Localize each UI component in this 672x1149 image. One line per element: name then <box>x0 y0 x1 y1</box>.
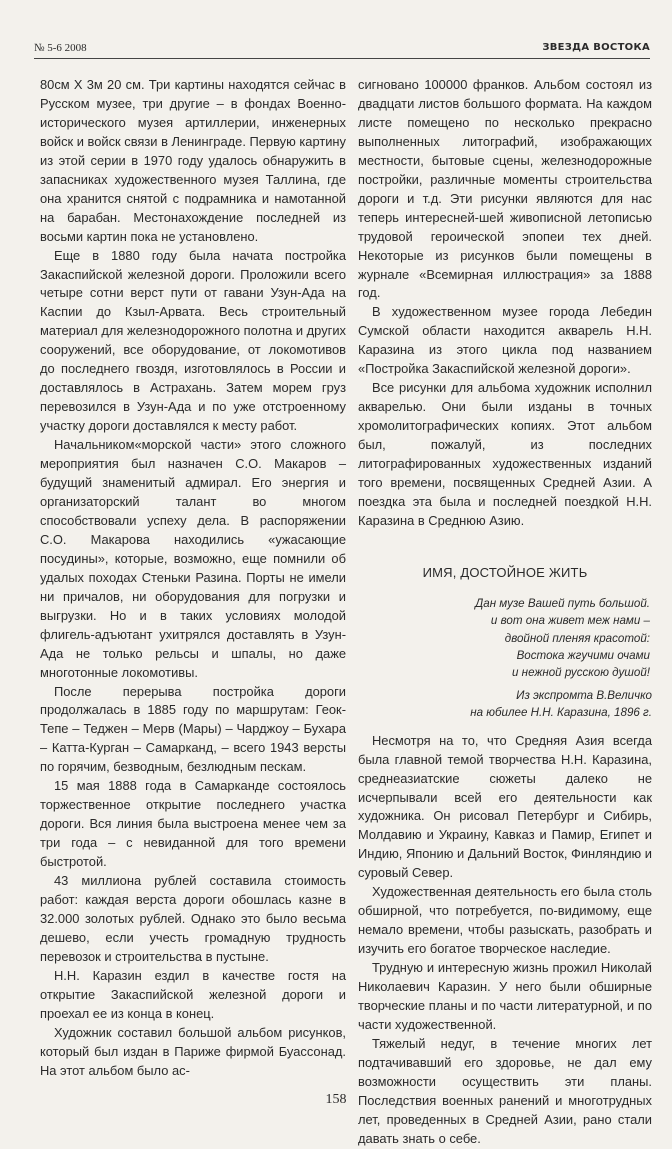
paragraph: Несмотря на то, что Средняя Азия всегда была главной темой творчества Н.Н. Каразина, среднеазиатские сюжеты далеко не исчерпывали всей его деятельности как художника. Он рисовал Петербург и Сибирь, Молдавию и Украину, Кавказ и Памир, Египет и Индию, Японию и Дальний Восток, Финляндию и суровый Север. <box>358 732 652 881</box>
issue-number: № 5-6 2008 <box>34 42 87 54</box>
paragraph: Все рисунки для альбома художник исполнил акварелью. Они были изданы в точных хромолитографических копиях. Этот альбом был, пожалуй, из последних литографированных художественных изданий того времени, посвященных Средней Азии. А поездка эта была и последней поездкой Н.Н. Каразина в Среднюю Азию. <box>358 380 652 528</box>
paragraph: Н.Н. Каразин ездил в качестве гостя на открытие Закаспийской железной дороги и проехал ее из конца в конец. <box>40 967 346 1021</box>
paragraph: 15 мая 1888 года в Самарканде состоялось торжественное открытие последнего участка дороги. Вся линия была выстроена менее чем за три года – с невиданной для того времени быстротой. <box>40 778 346 870</box>
paragraph: Трудную и интересную жизнь прожил Николай Николаевич Каразин. У него были обширные творческие планы и по части литературной, и по части художественной. <box>358 960 652 1032</box>
paragraph: Начальником«морской части» этого сложного мероприятия был назначен С.О. Макаров – будущий знаменитый адмирал. Его энергия и организаторский талант во многом способствовали успеху дела. В распоряжении С.О. Макарова находились «ужасающие посудины», которые, возможно, еще помнили об удалых походах Стеньки Разина. Порты не имели ни причалов, ни оборудования для погрузки и выгрузки. Но и в таких условиях молодой флигель-адъютант ухитрялся доставлять в Узун-Ада не только рельсы и шпалы, но даже многотонные локомотивы. <box>40 437 346 680</box>
magazine-title: ЗВЕЗДА ВОСТОКА <box>542 42 650 53</box>
paragraph: Тяжелый недуг, в течение многих лет подтачивавший его здоровье, не дал ему возможности осуществить эти планы. Последствия военных ранений и многотрудных лет, проведенных в Средней Азии, рано стали давать знать о себе. <box>358 1035 652 1146</box>
epigraph-attribution <box>358 687 652 722</box>
paragraph: После перерыва постройка дороги продолжалась в 1885 году по маршрутам: Геок-Тепе – Теджен – Мерв (Мары) – Чарджоу – Бухара – Катта-Курган – Самарканд, – всего 1943 версты по горячим, безводным, безлюдным пескам. <box>40 683 346 775</box>
paragraph: Еще в 1880 году была начата постройка Закаспийской железной дороги. Проложили всего четыре сотни верст пути от гавани Узун-Ада на Каспии до Кзыл-Арвата. Весь строительный материал для железнодорожного полотна и других сооружений, все оборудование, от локомотивов до последнего гвоздя, изготовлялось в России и доставлялось в Астрахань. Затем морем груз перевозился в Узун-Ада и по уже отстроенному участку дороги доставлялся к месту работ. <box>40 247 346 434</box>
attribution-line: Из экспромта В.Величко <box>516 688 652 702</box>
epigraph-line: двойной пленяя красотой: <box>504 631 650 645</box>
paragraph: сигновано 100000 франков. Альбом состоял из двадцати листов большого формата. На каждом листе помещено по несколько прекрасно выполненных литографий, изображающих местности, бытовые сцены, железнодорожные постройки, различные моменты строительства дороги и т.д. Эти рисунки являются для нас теперь интересней-шей живописной летописью трудовой героической эпопеи тех дней. Некоторые из рисунков были помещены в журнале «Всемирная иллюстрация» за 1888 год. <box>358 77 652 301</box>
epigraph <box>358 595 652 682</box>
epigraph-line: и нежной русскою душой! <box>512 666 650 680</box>
paragraph: 80см Х 3м 20 см. Три картины находятся сейчас в Русском музее, три другие – в фондах Военно-исторического музея артиллерии, инженерных войск и войск связи в Ленинграде. Первую картину из этой серии в 1970 году удалось обнаружить в запасниках художественного музея Таллина, где она хранится снятой с подрамника и намотанной на барабан. Местонахождение последней из восьми картин пока не установлено. <box>40 77 346 244</box>
epigraph-line: и вот она живет меж нами – <box>490 614 650 628</box>
page-number: 158 <box>325 1092 347 1107</box>
right-column <box>358 76 652 1149</box>
section-title: ИМЯ, ДОСТОЙНОЕ ЖИТЬ <box>422 564 588 580</box>
paragraph: Художник составил большой альбом рисунков, который был издан в Париже фирмой Буассонад. На этот альбом было ас- <box>40 1024 346 1078</box>
paragraph: Художественная деятельность его была столь обширной, что потребуется, по-видимому, еще немало времени, чтобы разыскать, разобрать и изучить его богатое творческое наследие. <box>358 884 652 957</box>
paragraph: 43 миллиона рублей составила стоимость работ: каждая верста дороги обошлась казне в 32.000 золотых рублей. Однако это было весьма дешево, если учесть громадную трудность перевозок и строительства в пустыне. <box>40 873 346 964</box>
epigraph-line: Дан музе Вашей путь большой. <box>475 596 650 610</box>
running-header <box>34 38 650 59</box>
paragraph: В художественном музее города Лебедин Сумской области находится акварель Н.Н. Каразина из этого цикла под названием «Постройка Закаспийской железной дороги». <box>358 304 652 377</box>
attribution-line: на юбилее Н.Н. Каразина, 1896 г. <box>470 706 652 720</box>
left-column <box>40 76 346 1081</box>
epigraph-line: Востока жгучими очами <box>516 649 650 663</box>
